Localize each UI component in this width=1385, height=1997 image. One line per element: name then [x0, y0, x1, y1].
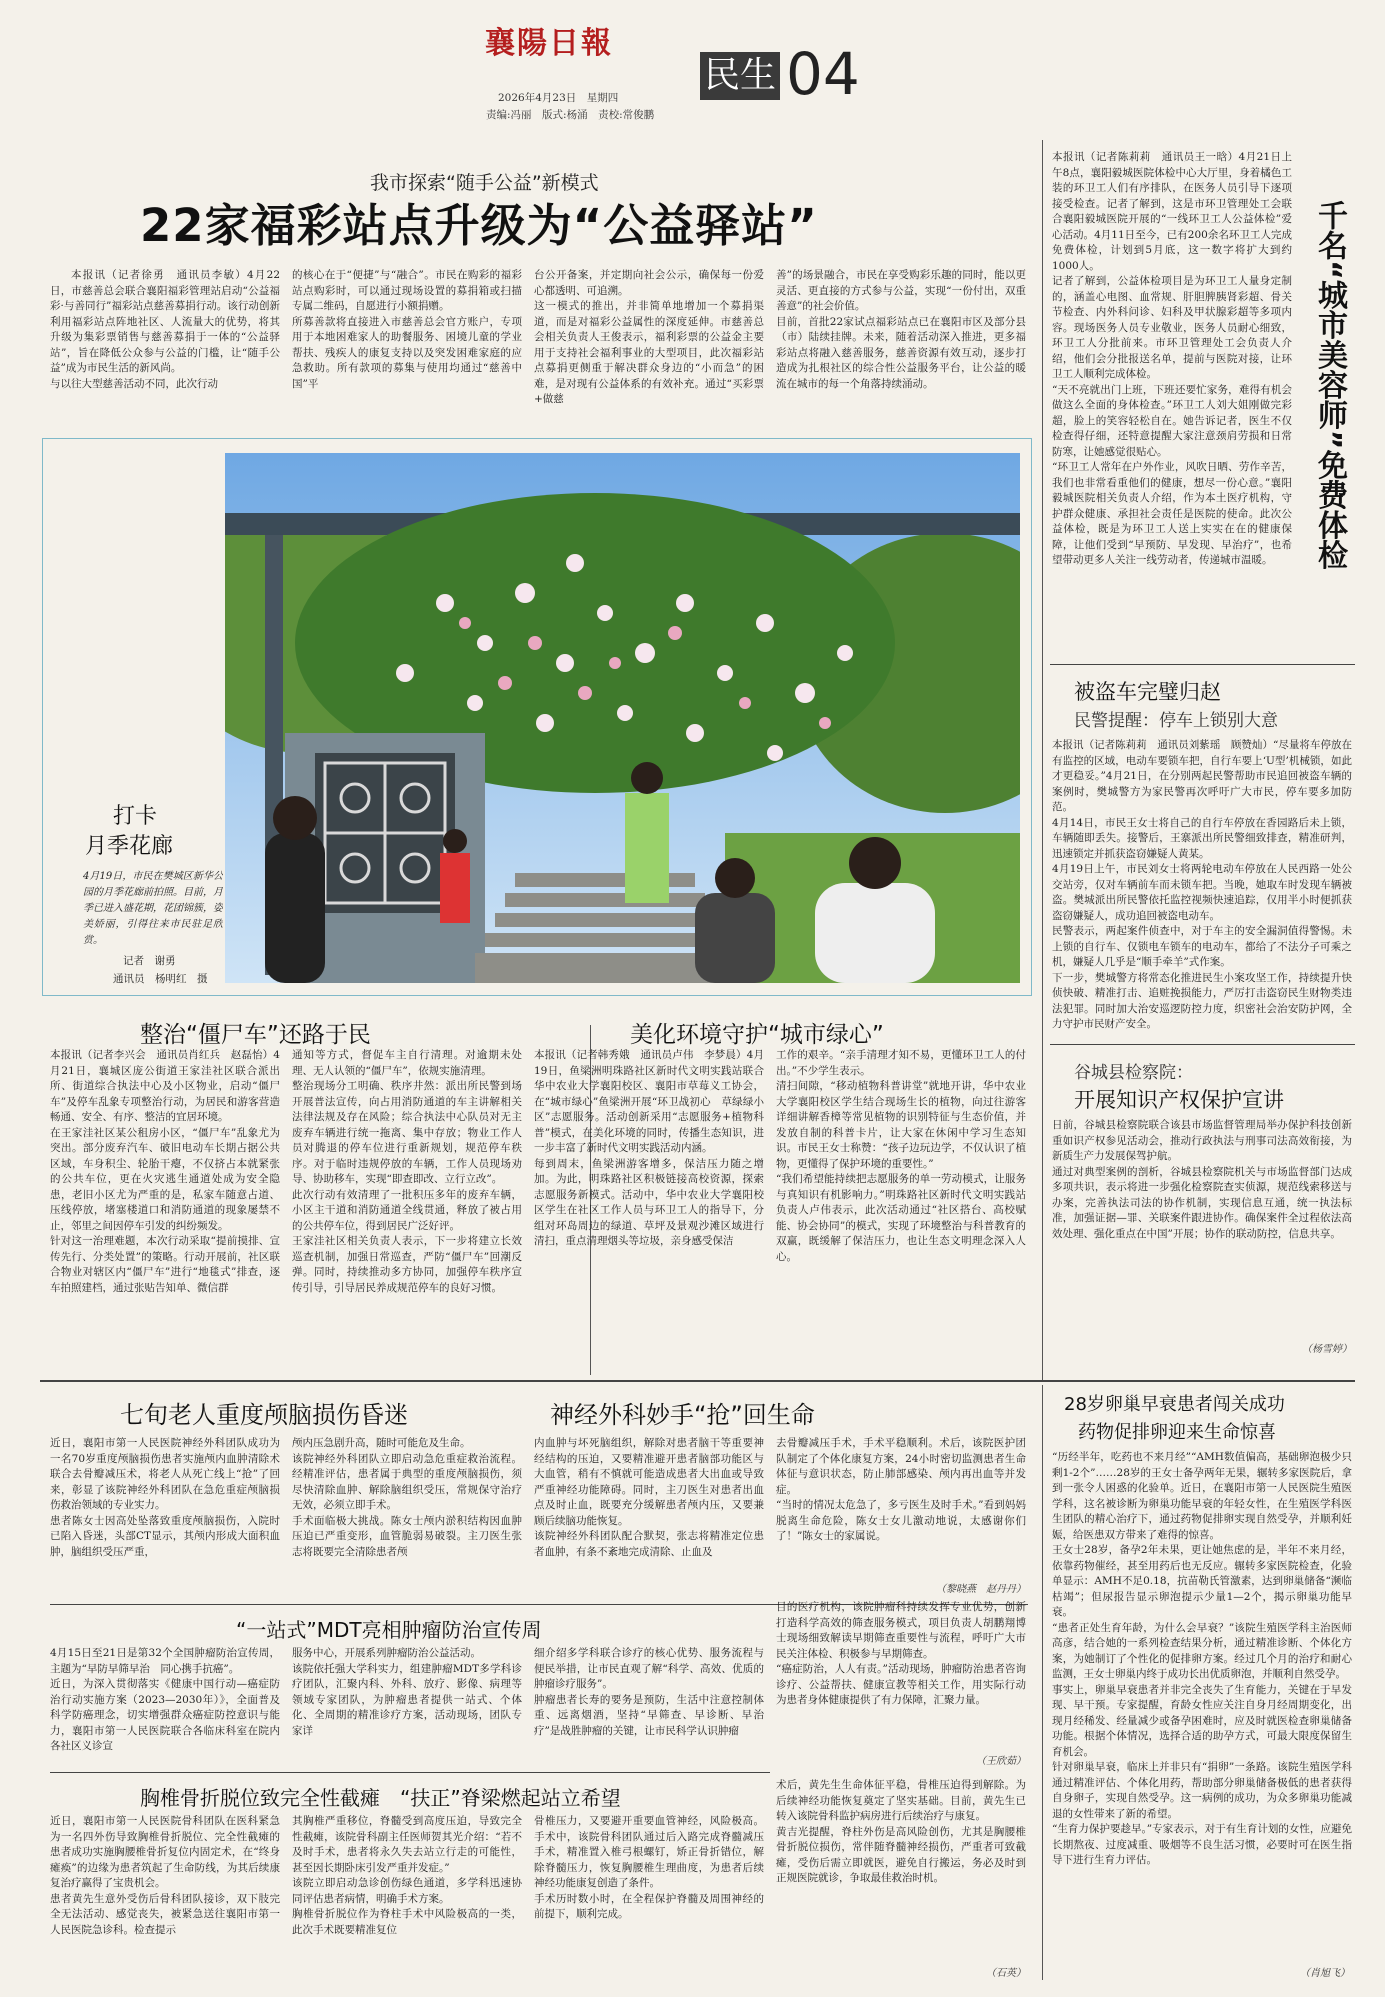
ip-title: 开展知识产权保护宣讲 — [1074, 1088, 1284, 1112]
photo-frame — [42, 438, 1032, 996]
masthead — [0, 0, 1385, 125]
lead-col-4 — [776, 268, 1026, 423]
spine-col-1-text: 近日，襄阳市第一人民医院骨科团队在医科紧急为一名四外伤导致胸椎骨折脱位、完全性截瘫的患者成功实施胸腰椎骨折复位内固定术，在“终身瘫痪”的边缘为患者筑起了生命防线，为其后续康复治疗赢得了宝贵机会。 患者黄先生意外受伤后骨科团队接诊，双下肢完全无法活动、感觉丧失，被紧急送往襄阳市第一人民医院急诊科。检查提示 — [50, 1815, 280, 1936]
lead-headline: 22家福彩站点升级为“公益驿站” — [140, 199, 818, 252]
flower-corridor-photo — [225, 453, 1020, 983]
page-number: 04 — [786, 40, 860, 108]
photo-credit-line-2: 通讯员 杨明红 摄 — [113, 973, 208, 985]
ip-kicker: 谷城县检察院： — [1074, 1063, 1193, 1083]
spine-col-2-text: 其胸椎严重移位，脊髓受到高度压迫，导致完全性截瘫，该院骨科副主任医师贺其光介绍：“若不及时手术，患者将永久失去站立行走的可能性，甚至因长期卧床引发严重并发症。” 该院立即启动急诊创伤绿色通道，多学科迅速协同评估患者病情，明确手术方案。 胸椎骨折脱位作为脊柱手术中风险极高的一类，此次手术既要精准复位 — [292, 1815, 522, 1936]
spine-col-2 — [292, 1814, 522, 1979]
photo-title-line-1: 打卡 — [113, 804, 158, 829]
ivf-title-line-2: 药物促排卵迎来生命惊喜 — [1078, 1422, 1276, 1443]
divider — [40, 1380, 1355, 1382]
lead-col-3 — [534, 268, 764, 423]
ip-text-body: 日前，谷城县检察院联合该县市场监督管理局举办保护科技创新重如识产权参见活动会，推动行政执法与刑事司法高效衔接，为新质生产力发展保驾护航。 通过对典型案例的剖析，谷城县检察院机关与市场监督部门达成多项共识，表示将进一步强化检察院查实侦源，规范线索移送与办案，完善执法司法的协作机制，实现信息互通，统一执法标准，加强证据—罪、关联案件跟进协作。确保案件全过程依法高效处理、强化重点在中国”开展；协作的联动防控，信息共享。 — [1052, 1119, 1352, 1240]
surgery-col-4-text: 去骨瓣减压手术，手术平稳顺利。术后，该院医护团队制定了个体化康复方案，24小时密切监测患者生命体征与意识状态，防止肺部感染、颅内再出血等并发症。 “当时的情况太危急了，多亏医生及时手术。”看到妈妈脱离生命危险，陈女士女儿激动地说，太感谢你们了！”陈女士的家属说。 — [776, 1437, 1026, 1542]
bike-subtitle: 民警提醒：停车上锁别大意 — [1074, 711, 1278, 731]
surgery-col-3 — [534, 1436, 764, 1594]
surgery-col-1-text: 近日，襄阳市第一人民医院神经外科团队成功为一名70岁重度颅脑损伤患者实施颅内血肿清除术联合去骨瓣减压术，将老人从死亡线上“抢”了回来，彰显了该院神经外科团队在急危重症颅脑损伤救治领域的专业实力。 患者陈女士因高处坠落致重度颅脑损伤，入院时已陷入昏迷，头部CT显示，其颅内形成大面积血肿，脑组织受压严重， — [50, 1437, 280, 1558]
column-divider — [1042, 140, 1043, 1380]
mdt-col-2-text: 服务中心，开展系列肿瘤防治公益活动。 该院依托强大学科实力，组建肿瘤MDT多学科诊疗团队，汇聚内科、外科、放疗、影像、病理等领域专家团队，为肿瘤患者提供一站式、个体化、全周期的精准诊疗方案，活动现场，团队专家详 — [292, 1647, 522, 1737]
lead-col-3-text: 台公开备案，并定期向社会公示，确保每一份爱心都透明、可追溯。 这一模式的推出，并非简单地增加一个募捐渠道，而是对福彩公益属性的深度延伸。市慈善总会相关负责人王俊表示，福利彩票的公益金主要用于支持社会福利事业的大型项目，此次福彩站点募捐更侧重于解决群众身边的“小而急”的困难，是对现有公益体系的有效补充。通过“买彩票+做慈 — [534, 269, 764, 405]
lead-col-4-text: 善”的场景融合，市民在享受购彩乐趣的同时，能以更灵活、更直接的方式参与公益，实现“一份付出，双重善意”的社会价值。 目前，首批22家试点福彩站点已在襄阳市区及部分县（市）陆续挂牌。未来，随着活动深入推进，更多福彩站点将融入慈善服务，慈善资源有效互动，逐步打造成为扎根社区的综合性公益服务平台，让公益的暖流在城市的每一个角落持续涌动。 — [776, 269, 1026, 390]
surgery-col-2-text: 颅内压急剧升高，随时可能危及生命。 该院神经外科团队立即启动急危重症救治流程。经精准评估，患者属于典型的重度颅脑损伤，须尽快清除血肿、解除脑组织受压，常规保守治疗无效，必须立即手术。 手术面临极大挑战。陈女士颅内淤积结构因血肿压迫已严重变形，血管脆弱易破裂。主刀医生张志将既要完全清除患者颅 — [292, 1437, 522, 1558]
green-col-1-text: 本报讯（记者韩秀娥 通讯员卢伟 李梦晨）4月19日，鱼梁洲明珠路社区新时代文明实践站联合华中农业大学襄阳校区、襄阳市草莓义工协会，在“城市绿心”鱼梁洲开展“环卫战初心 草绿绿小区”志愿服务。活动创新采用“志愿服务+植物科普”模式，在美化环境的同时，传播生态知识，进一步丰富了新时代文明实践活动内涵。 每到周末，鱼梁洲游客增多，保洁压力随之增加。为此，明珠路社区积极链接高校资源，探索志愿服务新模式。活动中，华中农业大学襄阳校区学生在社区工作人员与环卫工人的指导下，分组对环岛周边的绿道、草坪及景观沙滩区域进行清扫，重点清理烟头等垃圾，亲身感受保洁 — [534, 1049, 764, 1247]
green-col-2 — [776, 1048, 1026, 1370]
mdt-col-1-text: 4月15日至21日是第32个全国肿瘤防治宣传周，主题为“早防早筛早治 同心携手抗癌”。 近日，为深入贯彻落实《健康中国行动—癌症防治行动实施方案（2023—2030年）》，全面普及科学防癌理念，切实增强群众癌症防控意识与能力，襄阳市第一人民医院联合各临床科室在院内各社区义诊宣 — [50, 1647, 280, 1752]
spine-col-4 — [776, 1778, 1026, 1963]
surgery-title-part-2: 神经外科妙手“抢”回生命 — [550, 1401, 815, 1429]
photo-credit-line-1: 记者 谢勇 — [123, 955, 176, 967]
mdt-title: “一站式”MDT亮相肿瘤防治宣传周 — [236, 1618, 542, 1642]
zombie-col-1 — [50, 1048, 280, 1370]
spine-col-1 — [50, 1814, 280, 1979]
checkup-vertical-title: 千名“城市美容师”免费体检 — [1312, 200, 1347, 570]
green-col-2-text: 工作的艰辛。“亲手清理才知不易，更懂环卫工人的付出。”不少学生表示。 清扫间隙，“移动植物科普讲堂”就地开讲，华中农业大学襄阳校区学生结合现场生长的植物，向过往游客详细讲解香樟等常见植物的识别特征与生态价值，并发放自制的科普卡片，让大家在休闲中学习生态知识。市民王女士称赞：“孩子边玩边学，不仅认识了植物，更懂得了保护环境的重要性。” “我们希望能持续把志愿服务的单一劳动模式，让服务与真知识有机影响力。”明珠路社区新时代文明实践站负责人卢伟表示，此次活动通过“社区搭台、高校赋能、协会协同”的模式，实现了环境整治与科普教育的双赢，既缓解了保洁压力，也让生态文明理念深入人心。 — [776, 1049, 1026, 1263]
photo-title-line-2: 月季花廊 — [85, 834, 174, 859]
surgery-signature: （黎晓燕 赵丹丹） — [936, 1584, 1026, 1595]
surgery-col-3-text: 内血肿与坏死脑组织，解除对患者脑干等重要神经结构的压迫，又要精准避开患者脑部功能区与大血管，稍有不慎就可能造成患者大出血或导致严重神经功能障碍。同时，主刀医生对患者出血点及时止血，既要充分缓解患者颅内压，又要兼顾后续脑功能恢复。 该院神经外科团队配合默契，张志将精准定位患者血肿，有条不紊地完成清除、止血及 — [534, 1437, 764, 1558]
mdt-signature: （王欣茹） — [976, 1756, 1026, 1767]
ivf-text-body: “历经半年，吃药也不来月经”“AMH数值偏高，基础卵泡极少只剩1-2个”……28岁的王女士备孕两年无果，辗转多家医院后，拿到一张令人困惑的化验单。近日，在襄阳市第一人民医院生殖医学科，这名被诊断为卵巢功能早衰的年轻女性，在生殖医学科医生团队的精心治疗下，通过药物促排卵实现自然受孕，并顺利妊娠，给医患双方带来了难得的惊喜。 王女士28岁，备孕2年未果，更让她焦虑的是，半年不来月经，依靠药物催经，甚至用药后也无反应。辗转多家医院检查，化验单显示：AMH不足0.18，抗苗勒氏管激素，达到卵巢储备“濒临枯竭”；但尿报告显示卵泡提示少量1—2个，揭示卵巢功能早衰。 “患者正处生育年龄，为什么会早衰？”该院生殖医学科主治医师高彦，结合她的一系列检查结果分析，通过精准诊断、个体化方案，为她制订了个性化的促排卵方案。经过几个月的治疗和耐心监测，王女士卵巢内终于成功长出优质卵泡，并顺利自然受孕。 事实上，卵巢早衰患者并非完全丧失了生育能力，关键在于早发现、早干预。专家提醒，育龄女性应关注自身月经周期变化，出现月经稀发、经量减少或备孕困难时，应及时就医检查卵巢储备功能。根据个体情况，选择合适的助孕方式，可最大限度保留生育机会。 针对卵巢早衰，临床上并非只有“捐卵”一条路。该院生殖医学科通过精准评估、个体化用药，帮助部分卵巢储备极低的患者获得自身卵子，实现自然受孕。这一病例的成功，为众多卵巢功能减退的女性带来了新的希望。 “生育力保护要趁早。”专家表示，对于有生育计划的女性，应避免长期熬夜、过度减重、吸烟等不良生活习惯，必要时可在医生指导下进行生育力评估。 — [1052, 1451, 1352, 1866]
mdt-col-3 — [534, 1646, 764, 1766]
date-line: 2026年4月23日 星期四 — [498, 92, 619, 104]
surgery-col-2 — [292, 1436, 522, 1594]
spine-signature: （石英） — [986, 1968, 1026, 1979]
lead-kicker: 我市探索“随手公益”新模式 — [370, 172, 599, 194]
divider — [1050, 664, 1355, 665]
spine-title: 胸椎骨折脱位致完全性截瘫 “扶正”脊梁燃起站立希望 — [140, 1786, 621, 1810]
ip-signature: （杨雪婷） — [1302, 1344, 1352, 1355]
mdt-col-1 — [50, 1646, 280, 1766]
lead-col-1 — [50, 268, 280, 423]
zombie-col-1-text: 本报讯（记者李兴会 通讯员肖红兵 赵磊怡）4月21日，襄城区庞公街道王家洼社区联合派出所、街道综合执法中心及小区物业，启动“僵尸车”及停车乱象专项整治行动，为居民和游客营造畅通、安全、有序、整洁的宜居环境。 在王家洼社区某公租房小区，“僵尸车”乱象尤为突出。部分废弃汽车、破旧电动车长期占据公共区域，车身积尘、轮胎干瘪，不仅挤占本就紧张的公共车位，更在火灾逃生通道处成为安全隐患，老旧小区尤为严重的是，私家车随意占道、压线停放，堵塞楼道口和消防通道的现象屡禁不止，邻里之间因停车引发的纠纷频发。 针对这一治理难题，本次行动采取“提前摸排、宣传先行、分类处置”的策略。行动开展前，社区联合物业对辖区内“僵尸车”进行“地毯式”排查，逐车拍照建档，通过张贴告知单、微信群 — [50, 1049, 280, 1294]
ivf-text — [1052, 1450, 1352, 1960]
bike-text-body: 本报讯（记者陈莉莉 通讯员刘紫瑶 顾赞灿）“尽量将车停放在有监控的区域，电动车要锁车把，自行车要上‘U型’机械锁，如此才更稳妥。”4月21日，在分别两起民警帮助市民追回被盗车辆的案例时，樊城警方为家民警再次呼吁广大市民，停车要多加防范。 4月14日，市民王女士将自己的自行车停放在香园路后未上锁，车辆随即丢失。接警后，王寨派出所民警细致排查，精准研判，迅速锁定并抓获盗窃嫌疑人黄某。 4月19日上午，市民刘女士将两轮电动车停放在人民西路一处公交站旁，仅对车辆前车而未锁车把。当晚，她取车时发现车辆被盗。樊城派出所民警依托监控视频快速追踪，仅用半小时便抓获盗窃嫌疑人，成功追回被盗电动车。 民警表示，两起案件侦查中，对于车主的安全漏洞值得警惕。未上锁的自行车、仅锁电车锁车的电动车，都给了不法分子可乘之机，嫌疑人几乎是“顺手牵羊”式作案。 下一步，樊城警方将常态化推进民生小案攻坚工作，持续提升快侦快破、精准打击、追赃挽损能力，严厉打击盗窃民生财物类违法犯罪。同时加大治安巡逻防控力度，织密社会治安防护网，全力守护市民财产安全。 — [1052, 739, 1352, 1030]
spine-col-3 — [534, 1814, 764, 1979]
lead-col-2-text: 的核心在于“便捷”与“融合”。市民在购彩的福彩站点购彩时，可以通过现场设置的募捐箱或扫描专属二维码，自愿进行小额捐赠。 所募善款将直接进入市慈善总会官方账户，专项用于本地困难家人的助餐服务、困境儿童的学业帮扶、残疾人的康复支持以及突发困难家庭的应急救助。所有款项的募集与使用均通过“慈善中国”平 — [292, 269, 522, 390]
divider — [1050, 1044, 1355, 1045]
paper-name: 襄陽日報 — [485, 26, 613, 61]
zombie-title: 整治“僵尸车”还路于民 — [140, 1022, 371, 1048]
ivf-signature: （肖旭飞） — [1300, 1968, 1350, 1979]
bike-title: 被盗车完璧归赵 — [1074, 680, 1221, 704]
photo-illustration — [225, 453, 1020, 983]
green-col-1 — [534, 1048, 764, 1370]
ivf-title-line-1: 28岁卵巢早衰患者闯关成功 — [1064, 1394, 1285, 1415]
surgery-col-4 — [776, 1436, 1026, 1576]
bike-text — [1052, 738, 1352, 1034]
surgery-col-1 — [50, 1436, 280, 1594]
mdt-col-3-text: 细介绍多学科联合诊疗的核心优势、服务流程与便民举措，让市民直观了解“科学、高效、优质的肿瘤诊疗服务”。 肿瘤患者长寿的要务是预防，生活中注意控制体重、远离烟酒，坚持“早筛查、早诊断、早治疗”是战胜肿瘤的关键，让市民科学认识肿瘤 — [534, 1647, 764, 1737]
column-divider — [1042, 1385, 1043, 1980]
mdt-col-2 — [292, 1646, 522, 1766]
zombie-col-2-text: 通知等方式，督促车主自行清理。对逾期未处理、无人认领的“僵尸车”，依规实施清理。 整治现场分工明确、秩序井然：派出所民警到场开展普法宣传，向占用消防通道的车主讲解相关法律法规及存在风险；综合执法中心队员对无主废弃车辆进行统一拖离、集中存放；物业工作人员对腾退的停车位进行重新规划，规范停车秩序。对于临时违规停放的车辆，工作人员现场劝导、协助移车，实现“即查即改、立行立改”。 此次行动有效清理了一批积压多年的废弃车辆，小区主干道和消防通道全线贯通，释放了被占用的公共停车位，得到居民广泛好评。 王家洼社区相关负责人表示，下一步将建立长效巡查机制，加强日常巡查，严防“僵尸车”回潮反弹。同时，持续推动多方协同，加强停车秩序宣传引导，引导居民养成规范停车的良好习惯。 — [292, 1049, 522, 1294]
spine-col-3-text: 骨椎压力，又要避开重要血管神经，风险极高。手术中，该院骨科团队通过后入路完成脊髓减压手术，精准置入椎弓根螺钉，矫正骨折错位，解除脊髓压力，恢复胸腰椎生理曲度，为患者后续神经功能康复创造了条件。 手术历时数小时，在全程保护脊髓及周围神经的前提下，顺利完成。 — [534, 1815, 764, 1920]
lead-col-1-text: 本报讯（记者徐勇 通讯员李敏）4月22日，市慈善总会联合襄阳福彩管理站启动“公益福彩·与善同行”福彩站点慈善募捐行动。该行动创新利用福彩站点阵地社区、人流量大的优势，将其升级为集彩票销售与慈善募捐于一体的“公益驿站”，旨在降低公众参与公益的门槛，让“随手公益”成为市民生活的新风尚。 与以往大型慈善活动不同，此次行动 — [50, 269, 280, 390]
checkup-text-body: 本报讯（记者陈莉莉 通讯员王一晗）4月21日上午8点，襄阳毅城医院体检中心大厅里，身着橘色工装的环卫工人们有序排队，在医务人员引导下逐项接受检查。记者了解到，这是市环卫管理处工会联合襄阳毅城医院开展的“一线环卫工人公益体检”爱心活动。4月11日至今，已有200余名环卫工人完成免费体检，计划到5月底，这一数字将扩大到约1000人。 记者了解到，公益体检项目是为环卫工人量身定制的，涵盖心电图、血常规、肝胆脾胰肾彩超、骨关节检查、内外科问诊、妇科及甲状腺彩超等多项内容。现场医务人员专业敬业，医务人员耐心细致，环卫工人分批前来。市环卫管理处工会负责人介绍，他们会分批报送名单，提前与医院对接，让环卫工人顺利完成体检。 “天不亮就出门上班，下班还要忙家务，难得有机会做这么全面的身体检查。”环卫工人刘大姐刚做完彩超，脸上的笑容轻松自在。她告诉记者，医生不仅检查得仔细，还特意提醒大家注意颈肩劳损和日常防寒，让她感觉很贴心。 “环卫工人常年在户外作业，风吹日晒、劳作辛苦，我们也非常看重他们的健康，想尽一份心意。”襄阳毅城医院相关负责人介绍，作为本土医疗机构，守护群众健康、承担社会责任是医院的使命。此次公益体检，既是为环卫工人送上实实在在的健康保障，让他们受到“早预防、早发现、早治疗”，也希望带动更多人关注一线劳动者，传递城市温暖。 — [1052, 151, 1292, 566]
surgery-title-part-1: 七旬老人重度颅脑损伤昏迷 — [120, 1401, 408, 1429]
zombie-col-2 — [292, 1048, 522, 1370]
editors-line: 责编:冯丽 版式:杨涌 责校:常俊鹏 — [486, 109, 655, 121]
green-title: 美化环境守护“城市绿心” — [630, 1022, 884, 1048]
mdt-col-4-text: 目的医疗机构，该院肿瘤科持续发挥专业优势，创新打造科学高效的筛查服务模式，项目负责人胡鹏翔博士现场细致解读早期筛查重要性与流程，呼吁广大市民关注体检、积极参与早期筛查。 “癌症防治，人人有责。”活动现场，肿瘤防治患者咨询诊疗、公益帮扶、健康宣教等相关工作，用实际行动为患者身体健康提供了有力保障，汇聚力量。 — [776, 1601, 1026, 1706]
lead-col-2 — [292, 268, 522, 423]
checkup-text — [1052, 150, 1292, 650]
mdt-col-4 — [776, 1600, 1026, 1750]
spine-col-4-text: 术后，黄先生生命体征平稳，骨椎压迫得到解除。为后续神经功能恢复奠定了坚实基础。目前，黄先生已转入该院骨科监护病房进行后续治疗与康复。 黄吉光提醒，脊柱外伤是高风险创伤，尤其是胸腰椎骨折脱位损伤，常伴随脊髓神经损伤，严重者可致截瘫，受伤后需立即就医，避免自行搬运，务必及时到正规医院就诊，争取最佳救治时机。 — [776, 1779, 1026, 1884]
photo-caption: 4月19日，市民在樊城区新华公园的月季花廊前拍照。目前，月季已进入盛花期，花团锦簇，姿美娇丽，引得往来市民驻足欣赏。 — [83, 871, 223, 946]
divider — [50, 1772, 770, 1773]
ip-text — [1052, 1118, 1352, 1333]
section-label: 民生 — [700, 52, 780, 100]
